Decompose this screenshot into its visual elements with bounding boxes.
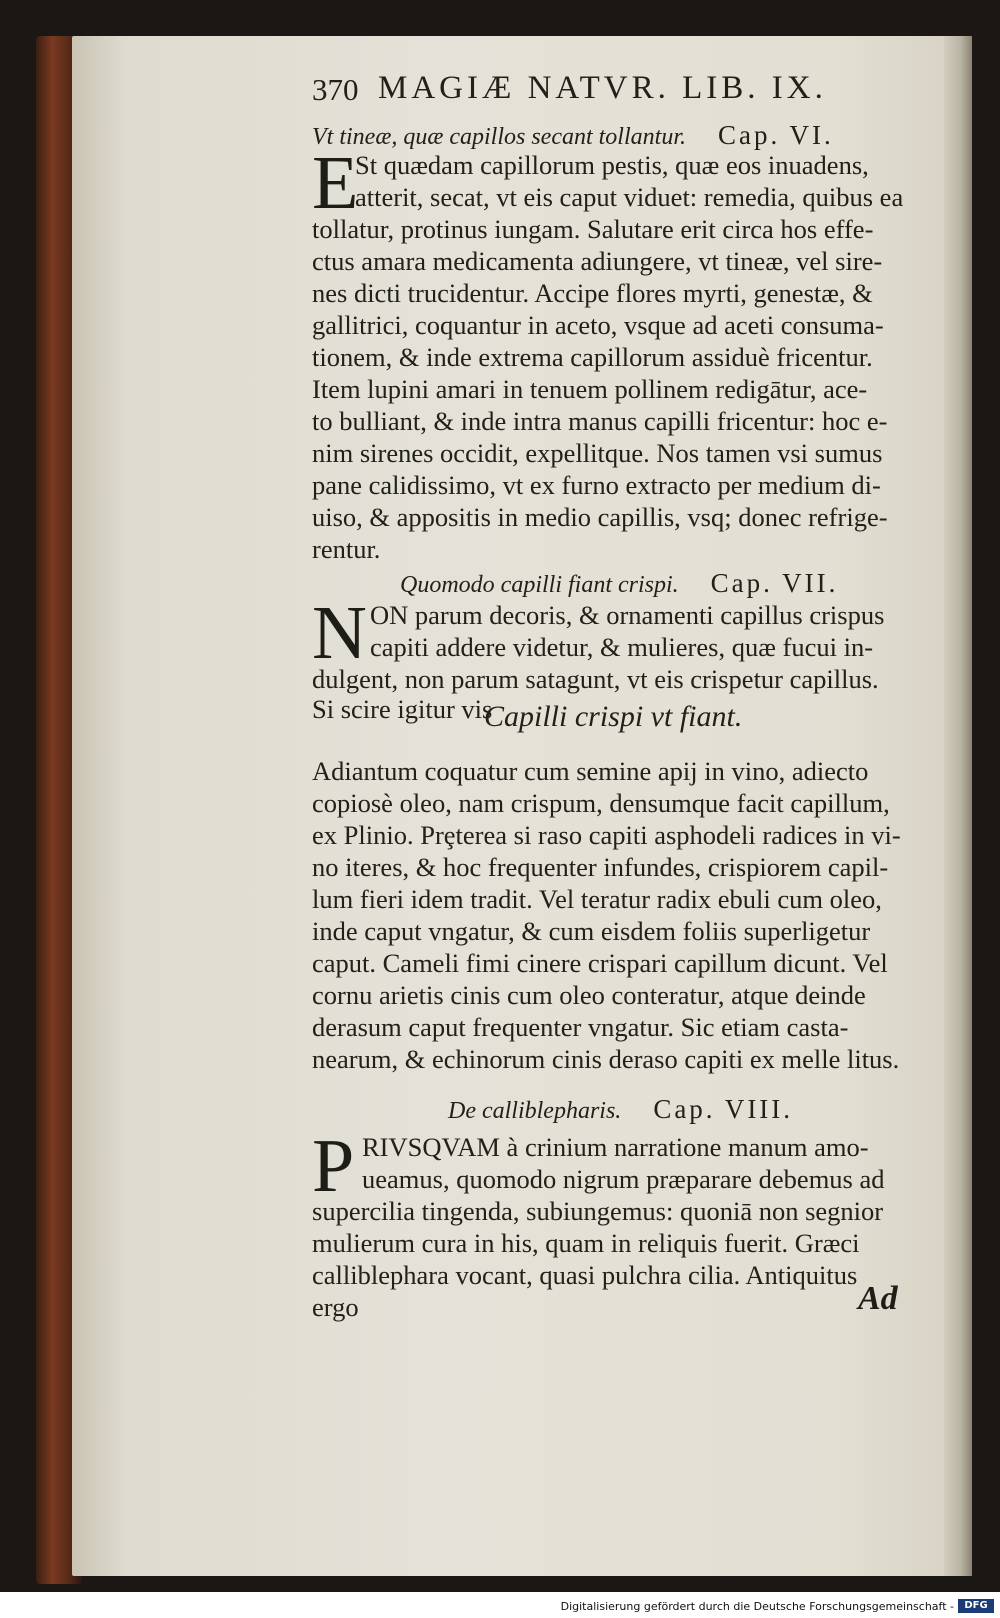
text-line: tionem, & inde extrema capillorum assiduè fricentur.	[312, 342, 873, 372]
chapter-title: De calliblepharis.	[448, 1098, 622, 1124]
text-line: pane calidissimo, vt ex furno extracto per medium di-	[312, 470, 881, 500]
text-line: gallitrici, coquantur in aceto, vsque ad aceti consuma-	[312, 310, 884, 340]
chapter-heading-6	[312, 120, 834, 151]
footer-credit: Digitalisierung gefördert durch die Deutsche Forschungsgemeinschaft -	[560, 1600, 954, 1613]
dfg-logo: DFG	[958, 1599, 994, 1613]
text-line: derasum caput frequenter vngatur. Sic etiam casta-	[312, 1012, 849, 1042]
text-line: lum fieri idem tradit. Vel teratur radix ebuli cum oleo,	[312, 884, 882, 914]
chapter-number: Cap. VIII.	[653, 1094, 794, 1124]
chapter-number: Cap. VI.	[718, 120, 834, 150]
text-line: to bulliant, & inde intra manus capilli fricentur: hoc e-	[312, 406, 888, 436]
text-line: St quædam capillorum pestis, quæ eos inuadens,	[355, 150, 869, 180]
subheading: Capilli crispi vt fiant.	[484, 700, 743, 733]
text-line: supercilia tingenda, subiungemus: quoniā non segnior	[312, 1196, 884, 1226]
text-line: inde caput vngatur, & cum eisdem foliis superligetur	[312, 916, 871, 946]
text-line: Si scire igitur vis	[312, 694, 493, 724]
text-line: ueamus, quomodo nigrum præparare debemus ad	[362, 1164, 885, 1194]
catchword: Ad	[858, 1280, 898, 1317]
text-line: Item lupini amari in tenuem pollinem redigātur, ace-	[312, 374, 868, 404]
drop-cap: E	[312, 141, 359, 225]
chapter-number: Cap. VII.	[710, 568, 839, 598]
text-line: ex Plinio. Prȩterea si raso capiti asphodeli radices in vi-	[312, 820, 901, 850]
text-line: Adiantum coquatur cum semine apij in vino, adiecto	[312, 756, 869, 786]
text-line: nim sirenes occidit, expellitque. Nos tamen vsi sumus	[312, 438, 883, 468]
text-line: caput. Cameli fimi cinere crispari capillum dicunt. Vel	[312, 948, 888, 978]
footer-bar	[0, 1596, 1000, 1618]
text-line: dulgent, non parum satagunt, vt eis crispetur capillus.	[312, 664, 879, 694]
chapter-heading-8	[448, 1094, 793, 1125]
drop-cap: N	[312, 591, 367, 675]
text-line: tollatur, protinus iungam. Salutare erit circa hos effe-	[312, 214, 874, 244]
text-line: no iteres, & hoc frequenter infundes, crispiorem capil-	[312, 852, 889, 882]
running-head: MAGIÆ NATVR. LIB. IX.	[378, 70, 827, 106]
page-edge	[944, 36, 972, 1576]
chapter-title: Quomodo capilli fiant crispi.	[400, 572, 679, 598]
text-line: capiti addere videtur, & mulieres, quæ fucui in-	[370, 632, 874, 662]
text-line: copiosè oleo, nam crispum, densumque facit capillum,	[312, 788, 890, 818]
page-header	[312, 70, 878, 110]
text-line: atterit, secat, vt eis caput viduet: remedia, quibus ea	[355, 182, 904, 212]
drop-cap: P	[312, 1124, 355, 1208]
chapter-title: Vt tineæ, quæ capillos secant tollantur.	[312, 124, 686, 150]
text-line: rentur.	[312, 534, 381, 564]
text-line: RIVSQVAM à crinium narratione manum amo-	[362, 1132, 869, 1162]
text-line: ON parum decoris, & ornamenti capillus crispus	[370, 600, 885, 630]
text-line: mulierum cura in his, quam in reliquis fuerit. Græci	[312, 1228, 860, 1258]
text-line: ctus amara medicamenta adiungere, vt tineæ, vel sire-	[312, 246, 883, 276]
text-line: nearum, & echinorum cinis deraso capiti ex melle litus.	[312, 1044, 900, 1074]
text-line: nes dicti trucidentur. Accipe flores myrti, genestæ, &	[312, 278, 873, 308]
page-number: 370	[312, 72, 359, 107]
text-line: cornu arietis cinis cum oleo conteratur, atque deinde	[312, 980, 866, 1010]
text-line: uiso, & appositis in medio capillis, vsq; donec refrige-	[312, 502, 888, 532]
text-line: calliblephara vocant, quasi pulchra cilia. Antiquitus	[312, 1260, 858, 1290]
chapter-heading-7	[400, 568, 838, 599]
text-line: ergo	[312, 1292, 359, 1322]
